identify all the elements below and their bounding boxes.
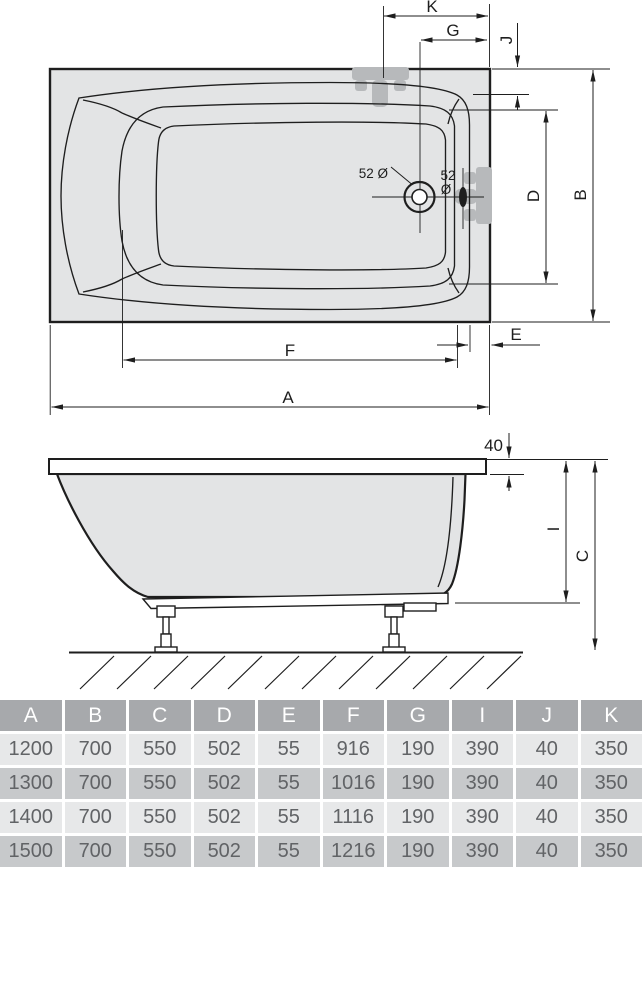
faucet-left-handle: [355, 80, 367, 91]
tub-body-profile: [57, 474, 466, 597]
leg-sleeve: [389, 634, 399, 648]
table-cell: 700: [65, 734, 127, 765]
leg-foot: [383, 647, 405, 652]
drain-inner-circle: [412, 190, 427, 205]
hatch-line: [80, 656, 114, 689]
table-header-cell: G: [387, 700, 449, 731]
dim-label-A: A: [282, 388, 294, 407]
table-cell: 1300: [0, 768, 62, 799]
dim-label-J: J: [497, 35, 516, 45]
hatch-line: [487, 656, 521, 689]
table-cell: 350: [581, 802, 642, 833]
table-cell: 550: [129, 802, 191, 833]
table-cell: 550: [129, 734, 191, 765]
table-cell: 40: [516, 768, 578, 799]
table-cell: 190: [387, 802, 449, 833]
dim-label-I: I: [544, 526, 563, 532]
table-header-cell: K: [581, 700, 642, 731]
fitting-bar: [476, 167, 492, 224]
table-cell: 40: [516, 802, 578, 833]
table-cell: 390: [452, 734, 514, 765]
table-header-cell: E: [258, 700, 320, 731]
dim-label-40: 40: [484, 436, 503, 455]
table-cell: 502: [194, 734, 256, 765]
drain-diameter-label: 52 Ø: [358, 166, 388, 181]
dimension-A: [50, 325, 488, 415]
hatch-line: [450, 656, 484, 689]
table-cell: 55: [258, 802, 320, 833]
table-header-cell: A: [0, 700, 62, 731]
table-cell: 1216: [323, 836, 385, 867]
side-view: [49, 433, 608, 689]
table-cell: 350: [581, 768, 642, 799]
leg-bracket: [157, 606, 175, 617]
table-cell: 550: [129, 768, 191, 799]
leg-rear: [383, 606, 405, 652]
table-cell: 502: [194, 802, 256, 833]
leg-foot: [155, 647, 177, 652]
table-cell: 390: [452, 768, 514, 799]
dim-label-B: B: [571, 189, 590, 201]
table-cell: 190: [387, 836, 449, 867]
leg-thread: [391, 617, 397, 634]
table-cell: 40: [516, 734, 578, 765]
table-cell: 390: [452, 802, 514, 833]
table-cell: 55: [258, 836, 320, 867]
table-header-cell: I: [452, 700, 514, 731]
dimension-table: [0, 700, 642, 867]
table-cell: 700: [65, 802, 127, 833]
table-header-cell: B: [65, 700, 127, 731]
faucet-right-handle: [394, 80, 406, 91]
dimension-I: [455, 461, 580, 603]
hatch-line: [228, 656, 262, 689]
table-cell: 1400: [0, 802, 62, 833]
table-header-cell: F: [323, 700, 385, 731]
table-header-cell: D: [194, 700, 256, 731]
dim-label-F: F: [284, 341, 296, 360]
drain-trap-detail: [404, 603, 436, 611]
table-cell: 700: [65, 768, 127, 799]
dim-label-C: C: [573, 549, 592, 563]
faucet-bar: [352, 67, 409, 80]
leg-thread: [163, 617, 169, 634]
table-cell: 190: [387, 768, 449, 799]
table-cell: 1016: [323, 768, 385, 799]
table-cell: 1500: [0, 836, 62, 867]
overflow-diameter-value: 52: [440, 168, 456, 183]
overflow-hole: [459, 187, 467, 207]
hatch-line: [413, 656, 447, 689]
hatch-line: [265, 656, 299, 689]
table-cell: 916: [323, 734, 385, 765]
table-cell: 350: [581, 836, 642, 867]
dim-label-K: K: [426, 0, 438, 16]
leg-bracket: [385, 606, 403, 617]
leg-front: [155, 606, 177, 652]
table-cell: 190: [387, 734, 449, 765]
top-view: [50, 0, 610, 415]
table-cell: 350: [581, 734, 642, 765]
table-cell: 700: [65, 836, 127, 867]
table-cell: 40: [516, 836, 578, 867]
ground-hatching: [69, 653, 523, 690]
leg-sleeve: [161, 634, 171, 648]
dimension-C: [573, 461, 595, 650]
dimension-K: [384, 0, 490, 78]
overflow-diameter-symbol: Ø: [440, 182, 452, 197]
hatch-line: [154, 656, 188, 689]
table-cell: 390: [452, 836, 514, 867]
dim-label-D: D: [524, 189, 543, 203]
dimension-E: [437, 325, 540, 415]
table-cell: 1116: [323, 802, 385, 833]
dimension-G: [421, 21, 487, 40]
hatch-line: [376, 656, 410, 689]
dim-label-E: E: [510, 325, 522, 344]
dimension-40: [484, 433, 608, 491]
hatch-line: [191, 656, 225, 689]
table-cell: 502: [194, 768, 256, 799]
dim-label-G: G: [446, 21, 460, 40]
table-cell: 502: [194, 836, 256, 867]
table-cell: 55: [258, 768, 320, 799]
table-cell: 550: [129, 836, 191, 867]
hatch-line: [117, 656, 151, 689]
table-cell: 55: [258, 734, 320, 765]
hatch-line: [339, 656, 373, 689]
table-header-cell: J: [516, 700, 578, 731]
table-header-cell: C: [129, 700, 191, 731]
tub-rim-bar: [49, 459, 486, 474]
hatch-line: [302, 656, 336, 689]
table-cell: 1200: [0, 734, 62, 765]
